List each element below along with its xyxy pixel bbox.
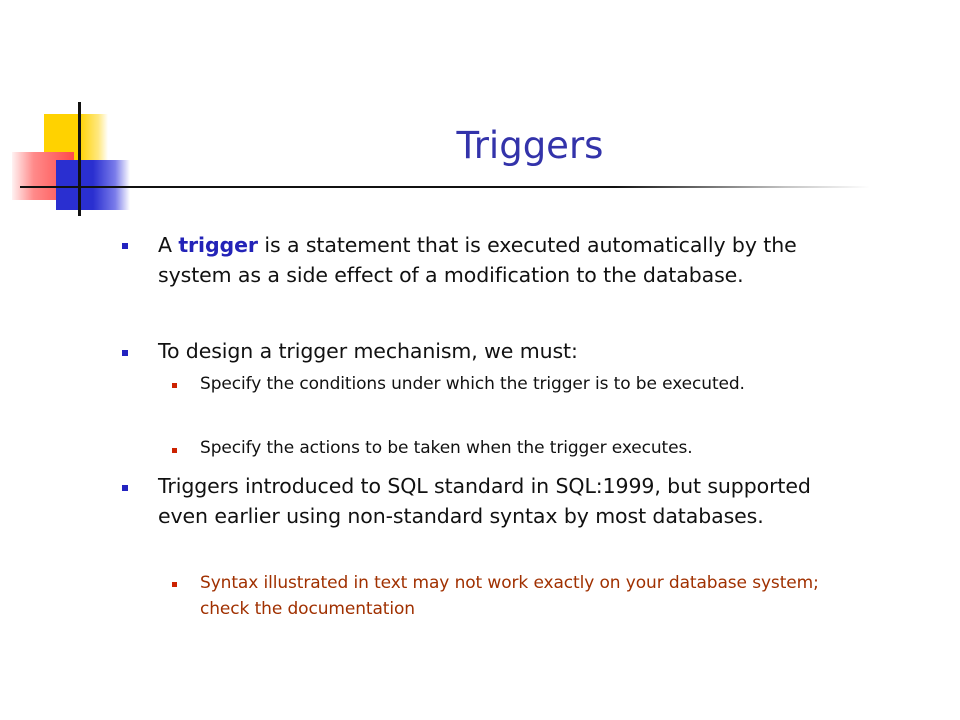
sub-bullet-marker xyxy=(172,383,177,388)
bullet-marker xyxy=(122,350,128,356)
slide-title: Triggers xyxy=(456,124,604,167)
bullet-item-design: To design a trigger mechanism, we must: xyxy=(158,339,578,363)
bullet-prefix: A xyxy=(158,233,179,257)
keyword-trigger: trigger xyxy=(178,233,258,257)
sub-bullet-marker xyxy=(172,582,177,587)
bullet-marker xyxy=(122,485,128,491)
bullet-item-trigger-definition xyxy=(158,230,848,290)
sub-bullet-syntax-note: Syntax illustrated in text may not work exactly on your database system; check the documentation xyxy=(200,573,819,619)
bullet-rest: is a statement that is executed automatically by the system as a side effect of a modification to the database. xyxy=(158,233,797,287)
bullet-item-sql-standard: Triggers introduced to SQL standard in SQL:1999, but supported even earlier using non-standard syntax by most databases. xyxy=(158,474,811,528)
sub-bullet-conditions: Specify the conditions under which the trigger is to be executed. xyxy=(200,374,745,394)
bullet-marker xyxy=(122,243,128,249)
sub-bullet-marker xyxy=(172,448,177,453)
sub-bullet-actions: Specify the actions to be taken when the trigger executes. xyxy=(200,438,693,458)
